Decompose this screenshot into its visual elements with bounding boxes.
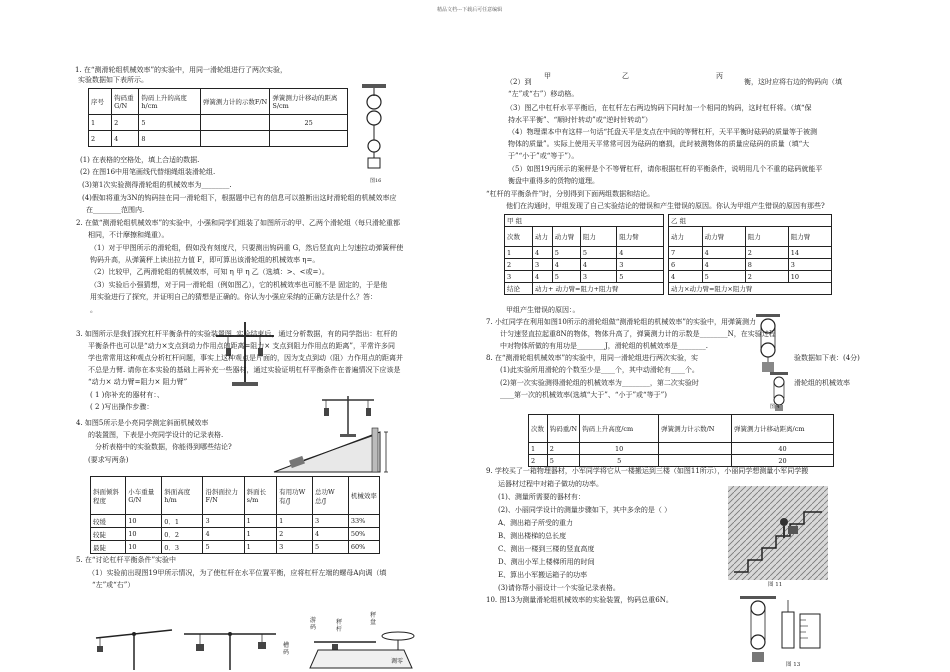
r-c6: 物体的质量”。实际上使用天平常常可因为砝码的磨损，此时被测物体的质量应砝码的质量（填“大 bbox=[508, 140, 810, 148]
q8-cell bbox=[659, 455, 732, 467]
fig16-label: 图16 bbox=[370, 178, 382, 184]
q9-l2: 运器材过程中对箱子做功的功率。 bbox=[498, 480, 603, 488]
q8-cell: 2 bbox=[529, 455, 548, 467]
q4-cell: 10 bbox=[126, 541, 162, 554]
inclined-plane-figure bbox=[268, 418, 396, 476]
jia-cell: 1 bbox=[505, 247, 533, 259]
q3-l5: “动力× 动力臂=阻力× 阻力臂” bbox=[88, 378, 188, 386]
q10-l1: 10. 图13为测量滑轮组机械效率的实验装置，钩码总重6N。 bbox=[486, 596, 673, 604]
q2-l5: （2）比较甲，乙两滑轮组的机械效率，可知 η 甲 η 乙（选填：>、<或=）。 bbox=[90, 268, 329, 276]
q9-l4: (2)、小丽同学设计的测量步骤如下，其中多余的是（ ） bbox=[498, 506, 672, 514]
label-tiaoling: 调零 bbox=[391, 658, 404, 665]
yi-th: 动力臂 bbox=[702, 227, 745, 247]
jia-cell: 5 bbox=[617, 271, 664, 283]
fig11-label: 图 11 bbox=[768, 582, 783, 588]
q5-l2: （1）实验前出现图19甲所示情况，为了使杠杆在水平位置平衡，应将杠杆左端的螺母A向调（填 bbox=[88, 569, 387, 577]
r-c8: （5）如图19丙所示的案秤是个不等臂杠杆，请你根据杠杆的平衡条件，说明用几个不重的砝码就能平 bbox=[508, 165, 823, 173]
q8-cell: 20 bbox=[732, 455, 834, 467]
q8-cell: 5 bbox=[580, 455, 659, 467]
q4-cell: 1 bbox=[244, 541, 276, 554]
q7-l3: 中对物体所做的有用功是________J，滑轮组的机械效率是________. bbox=[500, 342, 709, 350]
fig-label-bing: 丙 bbox=[716, 72, 723, 80]
q3-l2: 平衡条件也可以是“动力×支点到动力作用点的距离=阻力× 支点到阻力作用点的距离”，平常许多同 bbox=[88, 342, 395, 350]
q3-l4: 不总是力臂. 请你在本实验的基础上再补充一些器材，通过实验证明杠杆平衡条件在普遍情况下应该是 bbox=[88, 366, 401, 374]
q4-cell: 10 bbox=[126, 515, 162, 528]
q1-table bbox=[88, 88, 348, 147]
q1-s4b: 在________范围内. bbox=[86, 206, 145, 214]
q8-cell: 2 bbox=[547, 443, 579, 455]
q3-l6: ( 1 )你补充的器材有：、 bbox=[90, 391, 164, 399]
q2-l7: 用实验进行了探究，并证明自己的猜想是正确的。你认为小强应采纳的正确方法是什么？答： bbox=[90, 293, 377, 301]
q8-l2: (1)此实验所用滑轮的个数至少是____个，其中动滑轮有____个。 bbox=[500, 366, 699, 374]
jia-cell: 2 bbox=[505, 259, 533, 271]
q8-l1: 8. 在“测滑轮组机械效率”的实验中，用同一滑轮组进行两次实验，实 bbox=[486, 354, 699, 362]
q4-l3: 分析表格中的实验数据，你能得到哪些结论? bbox=[95, 443, 232, 451]
q4-cell: 1 bbox=[244, 528, 276, 541]
q2-l6: （3）实验后小强猜想，对于同一滑轮组（例如图乙），它的机械效率也可能不是 固定的，于是他 bbox=[90, 281, 388, 289]
r-c11: 他们在沟通时，甲组发现了自己实验结论的错误和产生错误的原因。你认为甲组产生错误的原因有那些? bbox=[506, 202, 825, 210]
q1-cell bbox=[270, 131, 348, 147]
q4-cell: 较陡 bbox=[91, 528, 126, 541]
pulley-figure-16 bbox=[360, 84, 388, 176]
q9-opt-d: D、测出小军上楼梯所用的时间 bbox=[498, 558, 595, 566]
label-caoma: 槽码 bbox=[283, 642, 290, 657]
q4-cell: 0．2 bbox=[162, 528, 203, 541]
q8-th: 次数 bbox=[529, 415, 548, 443]
q1-line2: 实验数据如下表所示。 bbox=[78, 76, 148, 84]
q1-th-3: 弹簧测力计的示数F/N bbox=[200, 89, 270, 115]
q4-th-5: 有用功W有/J bbox=[277, 477, 313, 515]
q4-cell: 3 bbox=[203, 515, 244, 528]
yi-cell: 8 bbox=[745, 259, 788, 271]
q4-l2: 的装置图，下表是小亮同学设计的记录表格. bbox=[88, 431, 224, 439]
q4-th-7: 机械效率 bbox=[348, 477, 379, 515]
q1-cell: 2 bbox=[89, 131, 112, 147]
q4-cell: 最陡 bbox=[91, 541, 126, 554]
q8-table bbox=[528, 414, 834, 467]
r-c1b: 衡，这时应将右边的钩码向（填 bbox=[744, 78, 842, 86]
q9-opt-e: E、算出小军搬运箱子的功率 bbox=[498, 571, 588, 579]
jia-th: 动力 bbox=[533, 227, 553, 247]
q2-l1: 2. 在做“测滑轮组机械效率”的实验中，小强和同学们组装了如图所示的甲、乙两个滑轮组（每只滑轮重都 bbox=[76, 219, 401, 227]
r-c1: （2）到 bbox=[506, 78, 532, 86]
yi-cell: 7 bbox=[669, 247, 703, 259]
r-c4: 持水平平衡”、“顺时针转动”或“逆时针转动”） bbox=[508, 116, 652, 124]
jia-th: 阻力臂 bbox=[617, 227, 664, 247]
jia-cell: 4 bbox=[552, 259, 580, 271]
q2-l8: 。 bbox=[90, 306, 97, 314]
q4-cell: 60% bbox=[348, 541, 379, 554]
q8-cell: 40 bbox=[732, 443, 834, 455]
q4-cell: 0．3 bbox=[162, 541, 203, 554]
q1-th-2: 钩码上升的高度h/cm bbox=[139, 89, 200, 115]
q9-opt-c: C、测出一楼到三楼的竖直高度 bbox=[498, 545, 595, 553]
q3-l3: 学也常常用这种观点分析杠杆问题，事实上这种观点是片面的，因为支点到动（阻）力作用点的距离并 bbox=[88, 354, 403, 362]
stairs-figure-11 bbox=[728, 486, 828, 580]
q2-l4: 钩码升高，从弹簧秤上读出拉力值 F，即可算出该滑轮组的机械效率 η=。 bbox=[90, 256, 320, 264]
jia-cell: 5 bbox=[552, 271, 580, 283]
q8-l3: (2)第一次实验测得滑轮组的机械效率为________，第二次实验时 bbox=[500, 379, 699, 387]
jia-conclusion-label: 结论 bbox=[505, 283, 533, 295]
q8-cell bbox=[659, 443, 732, 455]
r-c7: 于”“小于”或“等于”）。 bbox=[508, 152, 579, 160]
pulley-figure-10 bbox=[752, 314, 784, 374]
yi-cell: 4 bbox=[702, 247, 745, 259]
fig13-label: 图 13 bbox=[786, 662, 801, 668]
q4-cell: 33% bbox=[348, 515, 379, 528]
q1-th-1: 钩码重G/N bbox=[112, 89, 139, 115]
q4-th-6: 总功W总/J bbox=[312, 477, 348, 515]
r-c10: “杠杆的平衡条件”时，分别得到下面两组数据和结论。 bbox=[486, 190, 655, 198]
yi-th: 动力 bbox=[669, 227, 703, 247]
fig-label-jia: 甲 bbox=[544, 72, 551, 80]
label-youma: 游码 bbox=[310, 617, 317, 632]
q4-cell: 50% bbox=[348, 528, 379, 541]
q2-l2: 相同，不计摩擦和绳重）。 bbox=[88, 231, 169, 239]
group-yi-table bbox=[668, 214, 832, 295]
jia-cell: 4 bbox=[533, 247, 553, 259]
q8-th: 钩码重/N bbox=[547, 415, 579, 443]
q1-s3: (3)第1次实验测得滑轮组的机械效率为________. bbox=[82, 181, 232, 189]
q4-cell: 0．1 bbox=[162, 515, 203, 528]
q4-cell: 2 bbox=[277, 528, 313, 541]
yi-th: 阻力 bbox=[745, 227, 788, 247]
q1-cell: 5 bbox=[139, 115, 200, 131]
yi-cell: 5 bbox=[702, 271, 745, 283]
yi-cell: 3 bbox=[788, 259, 831, 271]
jia-cell: 3 bbox=[617, 259, 664, 271]
q4-cell: 4 bbox=[203, 528, 244, 541]
lever-figure-jia bbox=[92, 612, 176, 670]
q1-th-4: 弹簧测力计移动的距离S/cm bbox=[270, 89, 348, 115]
group-jia-table bbox=[504, 214, 664, 295]
yi-th: 阻力臂 bbox=[788, 227, 831, 247]
page-header: 精品文档---下载后可任意编辑 bbox=[437, 7, 503, 13]
q1-cell: 8 bbox=[139, 131, 200, 147]
q9-opt-a: A、测出箱子所受的重力 bbox=[498, 519, 574, 527]
jia-conclusion: 动力+ 动力臂=阻力+阻力臂 bbox=[533, 283, 664, 295]
label-chengpan: 秤盘 bbox=[370, 612, 377, 627]
q4-cell: 1 bbox=[277, 515, 313, 528]
q3-l7: ( 2 )写出操作步骤： bbox=[90, 403, 154, 411]
q1-cell: 2 bbox=[112, 115, 139, 131]
fig-label-yi: 乙 bbox=[622, 72, 629, 80]
group-yi-title: 乙 组 bbox=[669, 215, 832, 227]
group-jia-title: 甲 组 bbox=[505, 215, 664, 227]
q5-l1: 5. 在“讨论杠杆平衡条件”实验中 bbox=[76, 556, 177, 564]
r-c12: 甲组产生错误的原因：。 bbox=[506, 306, 580, 314]
jia-cell: 3 bbox=[505, 271, 533, 283]
q8-th: 钩码上升高度/cm bbox=[580, 415, 659, 443]
q4-cell: 10 bbox=[126, 528, 162, 541]
q4-cell: 4 bbox=[312, 528, 348, 541]
jia-cell: 5 bbox=[580, 247, 616, 259]
yi-cell: 2 bbox=[745, 271, 788, 283]
q4-l1: 4. 如图5所示是小亮同学测定斜面机械效率 bbox=[76, 419, 209, 427]
jia-th: 次数 bbox=[505, 227, 533, 247]
q1-s2: (2) 在图16中用笔画线代替细绳组装滑轮组. bbox=[80, 168, 216, 176]
q4-l4: (要求写两条) bbox=[88, 456, 129, 464]
q8-l3b: 滑轮组的机械效率 bbox=[794, 379, 850, 387]
yi-conclusion: 动力×动力臂=阻力×阻力臂 bbox=[669, 283, 832, 295]
q4-th-4: 斜面长s/m bbox=[244, 477, 276, 515]
r-c2: “左”或“右”）移动格。 bbox=[508, 90, 579, 98]
r-c5: （4）物理课本中有这样一句话“托盘天平是支点在中间的等臂杠杆，天平平衡时砝码的质量等于被测 bbox=[508, 128, 818, 136]
q1-s1: (1) 在表格的空格处，填上合适的数据. bbox=[80, 156, 200, 164]
q7-l2: 计匀速竖直拉起重8N的物体，物体升高了，弹簧测力计的示数是________N，在实验过程 bbox=[500, 330, 776, 338]
q1-s4: (4)假如将重为3N的钩码挂在同一滑轮组下，根据题中已有的信息可以推断出这时滑轮组的机械效率应 bbox=[82, 194, 397, 202]
yi-cell: 4 bbox=[669, 271, 703, 283]
pulley-figure-13 bbox=[736, 596, 826, 666]
r-c3: （3）图乙中杠杆水平平衡后，在杠杆左右两边钩码下同时加一个相同的钩码，这时杠杆将。（填“保 bbox=[506, 104, 812, 112]
jia-th: 阻力 bbox=[580, 227, 616, 247]
yi-cell: 14 bbox=[788, 247, 831, 259]
jia-cell: 4 bbox=[580, 259, 616, 271]
label-chenggan: 秤杆 bbox=[336, 619, 343, 634]
q2-l3: （1）对于甲图所示的滑轮组，假如没有刻度尺，只要测出钩码重 G，然后竖直向上匀速拉动弹簧秤使 bbox=[90, 244, 404, 252]
q4-cell: 5 bbox=[203, 541, 244, 554]
q4-cell: 3 bbox=[277, 541, 313, 554]
q8-th: 弹簧测力计移动距离/cm bbox=[732, 415, 834, 443]
q4-th-3: 沿斜面拉力F/N bbox=[203, 477, 244, 515]
q8-l4: ____第一次的机械效率(选填“大于”、“小于”或“等于”) bbox=[500, 391, 667, 399]
jia-th: 动力臂 bbox=[552, 227, 580, 247]
q4-cell: 1 bbox=[244, 515, 276, 528]
lever-apparatus-figure bbox=[212, 318, 278, 388]
q3-l1: 3. 如图所示是我们探究杠杆平衡条件的实验装置图. 实验结束后，通过分析数据，有的同学指出：杠杆的 bbox=[76, 330, 398, 338]
q4-cell: 5 bbox=[312, 541, 348, 554]
yi-cell: 4 bbox=[702, 259, 745, 271]
q9-l3: (1)、测量所需要的器材有： bbox=[498, 493, 585, 501]
jia-cell: 3 bbox=[580, 271, 616, 283]
yi-cell: 10 bbox=[788, 271, 831, 283]
q5-l3: “左”或“右”） bbox=[92, 581, 135, 589]
q8-cell: 5 bbox=[547, 455, 579, 467]
q7-l1: 7. 小红同学在利用如图10所示的滑轮组做“测滑轮组的机械效率”的实验中，用弹簧测力 bbox=[486, 318, 756, 326]
q1-cell: 4 bbox=[112, 131, 139, 147]
q1-cell bbox=[200, 131, 270, 147]
q8-cell: 1 bbox=[529, 443, 548, 455]
q4-th-0: 斜面倾斜程度 bbox=[91, 477, 126, 515]
yi-cell: 2 bbox=[745, 247, 788, 259]
lever-figure-yi bbox=[180, 612, 280, 670]
fig4-label: 图 4 bbox=[770, 404, 780, 410]
jia-cell: 5 bbox=[552, 247, 580, 259]
q1-cell: 25 bbox=[270, 115, 348, 131]
q9-l1: 9. 学校买了一箱物理器材，小军同学将它从一楼搬运到三楼（如图11所示），小丽同学想测量小军同学搬 bbox=[486, 467, 809, 475]
r-c9: 衡盘中重得多的货物的道理。 bbox=[508, 177, 599, 185]
q8-th: 弹簧测力计示数/N bbox=[659, 415, 732, 443]
q1-cell bbox=[200, 115, 270, 131]
q9-opt-b: B、测出楼梯的总长度 bbox=[498, 532, 567, 540]
q9-l5: (3)请你帮小丽设计一个实验记录表格。 bbox=[498, 584, 620, 592]
q1-line1: 1. 在“测滑轮组机械效率”的实验中，用同一滑轮组进行了两次实验， bbox=[75, 66, 288, 74]
jia-cell: 3 bbox=[533, 259, 553, 271]
jia-cell: 4 bbox=[533, 271, 553, 283]
q4-th-2: 斜面高度h/m bbox=[162, 477, 203, 515]
q4-cell: 较缓 bbox=[91, 515, 126, 528]
q4-table bbox=[90, 476, 380, 554]
jia-cell: 4 bbox=[617, 247, 664, 259]
q4-th-1: 小车重量G/N bbox=[126, 477, 162, 515]
yi-cell: 6 bbox=[669, 259, 703, 271]
q1-th-0: 序号 bbox=[89, 89, 112, 115]
q1-cell: 1 bbox=[89, 115, 112, 131]
q8-cell: 10 bbox=[580, 443, 659, 455]
q4-cell: 3 bbox=[312, 515, 348, 528]
q8-l1b: 验数据如下表：(4分) bbox=[794, 354, 860, 362]
